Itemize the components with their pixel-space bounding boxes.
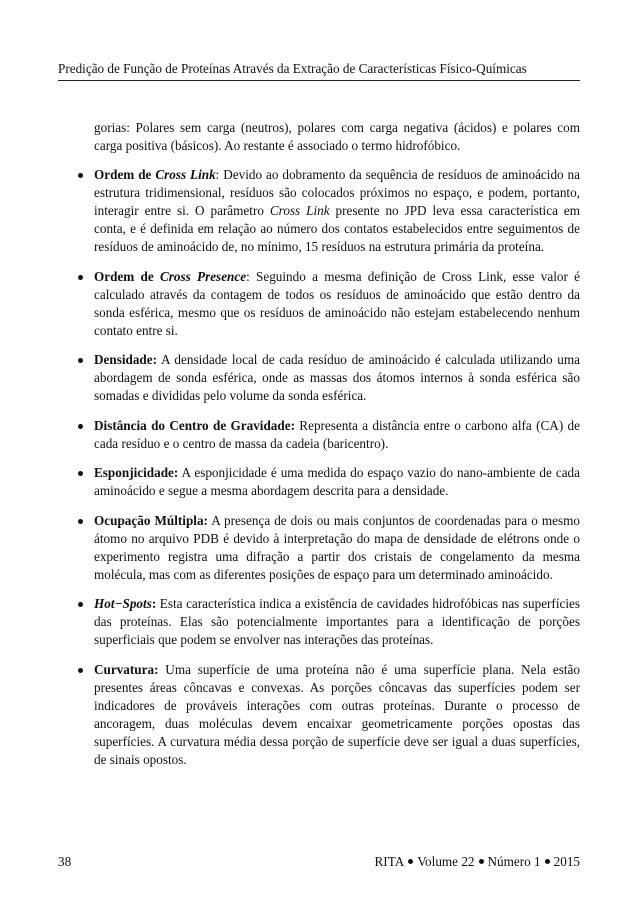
separator-dot-icon [408,859,413,864]
header-rule [58,80,580,81]
page-number: 38 [58,854,72,869]
list-item-hot-spots: Hot−Spots: Esta característica indica a existência de cavidades hidrofóbicas nas superfícies das proteínas. Elas são potencialmente importantes para a identificação de porções superficiais que podem se envolver nas interações das proteínas. [72,595,580,649]
bullet-icon [78,275,83,280]
term-label: Ordem de Cross Link [94,167,216,182]
list-item-cross-link: Ordem de Cross Link: Devido ao dobramento da sequência de resíduos de aminoácido na estrutura tridimensional, resíduos são colocados próximos no espaço, e podem, portanto, interagir entre si. O parâmetro Cross Link presente no JPD leva essa característica em conta, e é definida em relação ao número dos contatos estabelecidos entre seguimentos de resíduos de aminoácido de, no mínimo, 15 resíduos na estrutura primária da proteína. [72,166,580,256]
separator-dot-icon [479,859,484,864]
term-label: Densidade: [94,352,158,367]
bullet-icon [78,519,83,524]
separator-dot-icon [545,859,550,864]
list-item-curvatura: Curvatura: Uma superfície de uma proteína não é uma superfície plana. Nela estão presentes áreas côncavas e convexas. As porções côncavas das superfícies podem ser indicadores de prováveis interações com outras proteínas. Durante o processo de ancoragem, duas moléculas devem encaixar geometricamente porções opostas das superfícies. A curvatura média dessa porção de superfície deve ser igual a duas superfícies, de sinais opostos. [72,661,580,769]
term-label: Hot−Spots [94,596,152,611]
list-item-cross-presence: Ordem de Cross Presence: Seguindo a mesma definição de Cross Link, esse valor é calculado através da contagem de todos os resíduos de aminoácido que estão dentro da sonda esférica, mesmo que os resíduos de aminoácido não estejam estabelecendo nenhum contato entre si. [72,268,580,340]
bullet-icon [78,173,83,178]
term-label: Ordem de Cross Presence [94,268,247,284]
term-label: Ocupação Múltipla: [94,512,208,528]
list-item-ocupacao-multipla: Ocupação Múltipla: A presença de dois ou mais conjuntos de coordenadas para o mesmo átomo no arquivo PDB é devido à interpretação do mapa de densidade de elétrons onde o experimento registra uma difração a partir dos cristais de congelamento da mesma molécula, mas com as diferentes posições de espaço para um determinado aminoácido. [72,512,580,584]
journal-year: 2015 [553,854,580,869]
bullet-icon [78,358,83,363]
list-item-distancia-centro: Distância do Centro de Gravidade: Representa a distância entre o carbono alfa (CA) de cada resíduo e o centro de massa da cadeia (baricentro). [72,417,580,453]
journal-citation [375,854,580,870]
running-head: Predição de Função de Proteínas Através da Extração de Características Físico-Químicas [58,61,527,76]
page-body [72,119,580,780]
continuation-paragraph: gorias: Polares sem carga (neutros), polares com carga negativa (ácidos) e polares com carga positiva (básicos). Ao restante é associado o termo hidrofóbico. [94,120,580,153]
journal-name: RITA [374,854,405,869]
bullet-icon [78,668,83,673]
term-label: Esponjicidade: [94,465,179,480]
bullet-icon [78,424,83,429]
term-label: Curvatura: [94,661,159,677]
journal-volume: Volume 22 [417,854,475,869]
list-item-densidade: Densidade: A densidade local de cada resíduo de aminoácido é calculada utilizando uma abordagem de sonda esférica, onde as massas dos átomos internos à sonda esférica são somadas e divididas pelo volume da sonda esférica. [72,351,580,405]
term-label: Distância do Centro de Gravidade: [94,417,295,433]
bullet-icon [78,471,83,476]
bullet-icon [78,602,83,607]
list-item-esponjicidade: Esponjicidade: A esponjicidade é uma medida do espaço vazio do nano-ambiente de cada aminoácido e segue a mesma abordagem descrita para a densidade. [72,464,580,500]
journal-issue: Número 1 [487,854,541,869]
